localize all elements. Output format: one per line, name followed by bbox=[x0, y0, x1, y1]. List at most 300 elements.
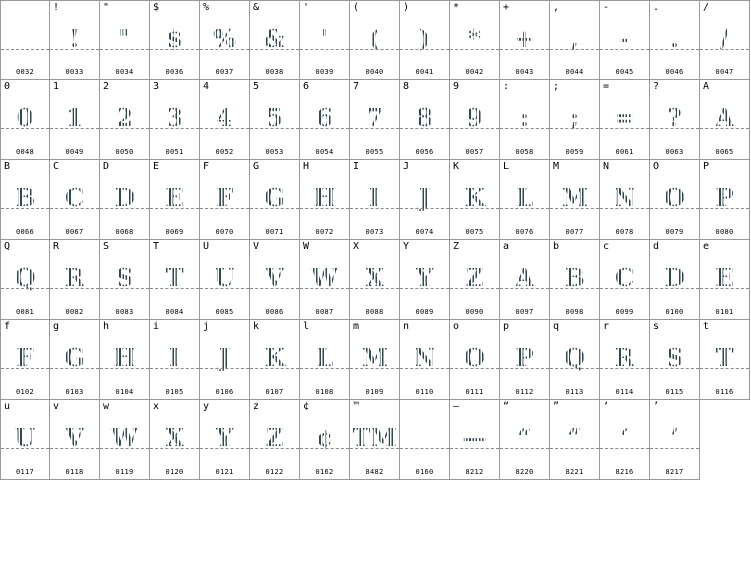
character-code: 0121 bbox=[215, 468, 234, 476]
glyph-sample: ' bbox=[300, 22, 349, 52]
character-code: 0100 bbox=[665, 308, 684, 316]
glyph-cell bbox=[600, 400, 650, 480]
glyph-sample: + bbox=[500, 22, 549, 52]
baseline-guide bbox=[50, 128, 99, 129]
character-code: 0113 bbox=[565, 388, 584, 396]
glyph-sample: 0 bbox=[1, 101, 49, 131]
character-label: 6 bbox=[303, 81, 310, 92]
glyph-sample: 6 bbox=[300, 101, 349, 131]
baseline-guide bbox=[450, 128, 499, 129]
character-code: 0117 bbox=[15, 468, 35, 476]
glyph-cell bbox=[650, 160, 700, 240]
glyph-sample: Z bbox=[250, 421, 299, 451]
character-label: j bbox=[203, 321, 210, 332]
character-label: * bbox=[453, 2, 460, 13]
glyph-sample: B bbox=[1, 181, 49, 211]
baseline-guide bbox=[250, 128, 299, 129]
character-code: 0067 bbox=[65, 228, 84, 236]
character-label: ‘ bbox=[603, 401, 610, 412]
baseline-guide bbox=[150, 448, 199, 449]
character-label: M bbox=[553, 161, 560, 172]
character-label: w bbox=[103, 401, 110, 412]
glyph-cell bbox=[50, 240, 100, 320]
character-label: H bbox=[303, 161, 310, 172]
glyph-cell bbox=[200, 240, 250, 320]
character-code: 0109 bbox=[365, 388, 384, 396]
glyph-sample: T bbox=[150, 261, 199, 291]
baseline-guide bbox=[300, 128, 349, 129]
glyph-sample: ) bbox=[400, 22, 449, 52]
glyph-sample: W bbox=[100, 421, 149, 451]
baseline-guide bbox=[700, 128, 749, 129]
glyph-sample: N bbox=[400, 341, 449, 371]
character-label: & bbox=[253, 2, 260, 13]
glyph-sample: I bbox=[350, 181, 399, 211]
glyph-sample: I bbox=[150, 341, 199, 371]
baseline-guide bbox=[150, 49, 199, 50]
glyph-cell bbox=[250, 80, 300, 160]
glyph-sample: M bbox=[550, 181, 599, 211]
character-code: 0106 bbox=[215, 388, 234, 396]
glyph-cell bbox=[100, 240, 150, 320]
glyph-sample: — bbox=[450, 421, 499, 451]
glyph-sample: 4 bbox=[200, 101, 249, 131]
glyph-sample: D bbox=[650, 261, 699, 291]
glyph-sample: P bbox=[500, 341, 549, 371]
baseline-guide bbox=[500, 128, 549, 129]
baseline-guide bbox=[450, 288, 499, 289]
character-code: 8220 bbox=[515, 468, 534, 476]
baseline-guide bbox=[50, 208, 99, 209]
baseline-guide bbox=[250, 208, 299, 209]
glyph-cell bbox=[100, 0, 150, 80]
character-code: 0102 bbox=[15, 388, 35, 396]
glyph-sample: X bbox=[150, 421, 199, 451]
character-code: 0104 bbox=[115, 388, 134, 396]
glyph-cell bbox=[250, 240, 300, 320]
glyph-cell bbox=[50, 80, 100, 160]
glyph-cell bbox=[650, 0, 700, 80]
baseline-guide bbox=[400, 448, 449, 449]
glyph-sample: % bbox=[200, 22, 249, 52]
character-label: V bbox=[253, 241, 260, 252]
glyph-cell bbox=[250, 320, 300, 400]
character-label: r bbox=[603, 321, 610, 332]
glyph-cell bbox=[700, 240, 750, 320]
glyph-cell bbox=[50, 0, 100, 80]
glyph-cell bbox=[600, 240, 650, 320]
glyph-sample: D bbox=[100, 181, 149, 211]
glyph-cell bbox=[400, 0, 450, 80]
baseline-guide bbox=[100, 208, 149, 209]
glyph-cell bbox=[100, 80, 150, 160]
baseline-guide bbox=[100, 448, 149, 449]
character-code: 0108 bbox=[315, 388, 334, 396]
character-label: ' bbox=[303, 2, 310, 13]
character-code: 0162 bbox=[315, 468, 334, 476]
baseline-guide bbox=[150, 128, 199, 129]
character-label: R bbox=[53, 241, 60, 252]
baseline-guide bbox=[700, 208, 749, 209]
glyph-cell bbox=[500, 0, 550, 80]
glyph-sample: . bbox=[650, 22, 699, 52]
character-code: 0047 bbox=[715, 68, 734, 76]
glyph-cell bbox=[150, 80, 200, 160]
character-code: 0057 bbox=[465, 148, 484, 156]
character-code: 0101 bbox=[715, 308, 734, 316]
character-code: 0098 bbox=[565, 308, 584, 316]
glyph-sample: J bbox=[200, 341, 249, 371]
character-label: / bbox=[703, 2, 710, 13]
glyph-cell bbox=[100, 320, 150, 400]
glyph-sample: L bbox=[500, 181, 549, 211]
character-label: f bbox=[4, 321, 11, 332]
glyph-cell bbox=[550, 400, 600, 480]
character-label: s bbox=[653, 321, 660, 332]
character-code: 0107 bbox=[265, 388, 284, 396]
baseline-guide bbox=[650, 368, 699, 369]
glyph-cell bbox=[650, 400, 700, 480]
glyph-sample: 2 bbox=[100, 101, 149, 131]
baseline-guide bbox=[400, 288, 449, 289]
baseline-guide bbox=[550, 128, 599, 129]
glyph-cell bbox=[250, 160, 300, 240]
baseline-guide bbox=[700, 49, 749, 50]
character-label: ; bbox=[553, 81, 560, 92]
glyph-cell bbox=[550, 80, 600, 160]
glyph-sample: 8 bbox=[400, 101, 449, 131]
glyph-cell bbox=[200, 80, 250, 160]
glyph-cell bbox=[0, 400, 50, 480]
glyph-sample: W bbox=[300, 261, 349, 291]
character-label: I bbox=[353, 161, 360, 172]
character-code: 0122 bbox=[265, 468, 284, 476]
character-label: 1 bbox=[53, 81, 60, 92]
character-label: — bbox=[453, 401, 460, 412]
character-code: 0043 bbox=[515, 68, 534, 76]
baseline-guide bbox=[100, 288, 149, 289]
character-code: 0089 bbox=[415, 308, 434, 316]
baseline-guide bbox=[650, 288, 699, 289]
glyph-cell bbox=[550, 320, 600, 400]
character-label: e bbox=[703, 241, 710, 252]
character-code: 0038 bbox=[265, 68, 284, 76]
glyph-sample: C bbox=[600, 261, 649, 291]
character-code: 0037 bbox=[215, 68, 234, 76]
character-label: 4 bbox=[203, 81, 210, 92]
character-label: - bbox=[603, 2, 610, 13]
baseline-guide bbox=[700, 368, 749, 369]
glyph-sample: K bbox=[450, 181, 499, 211]
character-label: + bbox=[503, 2, 510, 13]
glyph-cell bbox=[450, 0, 500, 80]
glyph-sample: 9 bbox=[450, 101, 499, 131]
character-label: Q bbox=[4, 241, 11, 252]
glyph-sample: U bbox=[1, 421, 49, 451]
baseline-guide bbox=[450, 208, 499, 209]
glyph-sample: R bbox=[600, 341, 649, 371]
glyph-sample: N bbox=[600, 181, 649, 211]
character-label: t bbox=[703, 321, 710, 332]
glyph-cell bbox=[550, 160, 600, 240]
character-code: 0083 bbox=[115, 308, 134, 316]
character-label: B bbox=[4, 161, 11, 172]
character-code: 0120 bbox=[165, 468, 184, 476]
glyph-sample: & bbox=[250, 22, 299, 52]
character-code: 0112 bbox=[515, 388, 534, 396]
character-code: 0063 bbox=[665, 148, 684, 156]
character-label: k bbox=[253, 321, 260, 332]
character-code: 0087 bbox=[315, 308, 334, 316]
character-code: 0052 bbox=[215, 148, 234, 156]
baseline-guide bbox=[600, 368, 649, 369]
character-label: Z bbox=[453, 241, 460, 252]
character-label: 0 bbox=[4, 81, 11, 92]
baseline-guide bbox=[650, 448, 699, 449]
character-label: v bbox=[53, 401, 60, 412]
character-code: 0048 bbox=[15, 148, 35, 156]
character-label: ” bbox=[553, 401, 560, 412]
baseline-guide bbox=[300, 448, 349, 449]
character-code: 0076 bbox=[515, 228, 534, 236]
glyph-sample: ( bbox=[350, 22, 399, 52]
glyph-cell bbox=[50, 400, 100, 480]
glyph-cell bbox=[100, 400, 150, 480]
glyph-cell bbox=[700, 0, 750, 80]
baseline-guide bbox=[550, 288, 599, 289]
glyph-cell bbox=[50, 160, 100, 240]
baseline-guide bbox=[650, 128, 699, 129]
glyph-cell bbox=[200, 0, 250, 80]
character-label: : bbox=[503, 81, 510, 92]
glyph-sample: " bbox=[100, 22, 149, 52]
glyph-cell bbox=[150, 240, 200, 320]
baseline-guide bbox=[300, 49, 349, 50]
glyph-cell bbox=[150, 0, 200, 80]
glyph-sample: H bbox=[100, 341, 149, 371]
glyph-cell bbox=[350, 160, 400, 240]
character-label: A bbox=[703, 81, 710, 92]
baseline-guide bbox=[150, 368, 199, 369]
glyph-sample: B bbox=[550, 261, 599, 291]
character-label: ¢ bbox=[303, 401, 310, 412]
glyph-cell bbox=[0, 80, 50, 160]
character-code: 0099 bbox=[615, 308, 634, 316]
baseline-guide bbox=[50, 448, 99, 449]
glyph-cell bbox=[450, 80, 500, 160]
baseline-guide bbox=[500, 49, 549, 50]
baseline-guide bbox=[700, 288, 749, 289]
baseline-guide bbox=[650, 208, 699, 209]
character-label: U bbox=[203, 241, 210, 252]
glyph-sample: G bbox=[50, 341, 99, 371]
glyph-sample: ? bbox=[650, 101, 699, 131]
baseline-guide bbox=[300, 288, 349, 289]
glyph-sample: 1 bbox=[50, 101, 99, 131]
character-label: “ bbox=[503, 401, 510, 412]
character-code: 0036 bbox=[165, 68, 184, 76]
glyph-cell bbox=[400, 240, 450, 320]
character-code: 0079 bbox=[665, 228, 684, 236]
character-label: , bbox=[553, 2, 560, 13]
character-label: c bbox=[603, 241, 610, 252]
character-label: h bbox=[103, 321, 110, 332]
glyph-cell bbox=[400, 400, 450, 480]
character-code: 0071 bbox=[265, 228, 284, 236]
character-label: 9 bbox=[453, 81, 460, 92]
glyph-sample: 5 bbox=[250, 101, 299, 131]
character-code: 0058 bbox=[515, 148, 534, 156]
glyph-sample: Q bbox=[550, 341, 599, 371]
character-code: 0116 bbox=[715, 388, 734, 396]
baseline-guide bbox=[350, 49, 399, 50]
baseline-guide bbox=[550, 208, 599, 209]
baseline-guide bbox=[250, 368, 299, 369]
glyph-cell bbox=[300, 0, 350, 80]
character-code: 0034 bbox=[115, 68, 134, 76]
character-label: a bbox=[503, 241, 510, 252]
character-code: 0039 bbox=[315, 68, 334, 76]
glyph-sample: C bbox=[50, 181, 99, 211]
glyph-cell bbox=[400, 80, 450, 160]
glyph-sample: F bbox=[1, 341, 49, 371]
glyph-cell bbox=[0, 0, 50, 80]
character-label: x bbox=[153, 401, 160, 412]
character-label: N bbox=[603, 161, 610, 172]
baseline-guide bbox=[600, 128, 649, 129]
character-label: ! bbox=[53, 2, 60, 13]
character-code: 0103 bbox=[65, 388, 84, 396]
glyph-cell bbox=[450, 160, 500, 240]
baseline-guide bbox=[350, 128, 399, 129]
character-label: ™ bbox=[353, 401, 360, 412]
glyph-cell bbox=[150, 160, 200, 240]
glyph-cell bbox=[550, 0, 600, 80]
glyph-sample: P bbox=[700, 181, 749, 211]
character-label: z bbox=[253, 401, 260, 412]
glyph-cell bbox=[500, 400, 550, 480]
glyph-cell bbox=[0, 160, 50, 240]
baseline-guide bbox=[500, 448, 549, 449]
baseline-guide bbox=[350, 368, 399, 369]
glyph-cell bbox=[650, 320, 700, 400]
character-code: 0085 bbox=[215, 308, 234, 316]
character-code: 0115 bbox=[665, 388, 684, 396]
character-label: L bbox=[503, 161, 510, 172]
character-code: 0105 bbox=[165, 388, 184, 396]
character-code: 0044 bbox=[565, 68, 584, 76]
character-code: 8221 bbox=[565, 468, 584, 476]
glyph-sample bbox=[1, 22, 49, 52]
baseline-guide bbox=[600, 49, 649, 50]
character-code: 0074 bbox=[415, 228, 434, 236]
glyph-sample: TM bbox=[350, 421, 399, 451]
character-code: 0061 bbox=[615, 148, 634, 156]
character-code: 0041 bbox=[415, 68, 434, 76]
glyph-cell bbox=[200, 160, 250, 240]
glyph-sample: G bbox=[250, 181, 299, 211]
character-label: O bbox=[653, 161, 660, 172]
glyph-sample: “ bbox=[500, 421, 549, 451]
glyph-sample: 7 bbox=[350, 101, 399, 131]
character-code: 0050 bbox=[115, 148, 134, 156]
baseline-guide bbox=[500, 368, 549, 369]
character-label: ( bbox=[353, 2, 360, 13]
baseline-guide bbox=[500, 208, 549, 209]
character-code: 0072 bbox=[315, 228, 334, 236]
character-code: 0055 bbox=[365, 148, 384, 156]
baseline-guide bbox=[150, 288, 199, 289]
baseline-guide bbox=[150, 208, 199, 209]
character-label: T bbox=[153, 241, 160, 252]
character-code: 0073 bbox=[365, 228, 384, 236]
glyph-sample bbox=[400, 421, 449, 451]
character-code: 0065 bbox=[715, 148, 734, 156]
character-code: 0090 bbox=[465, 308, 484, 316]
character-code: 0069 bbox=[165, 228, 184, 236]
glyph-cell bbox=[50, 320, 100, 400]
glyph-cell bbox=[200, 400, 250, 480]
character-code: 0051 bbox=[165, 148, 184, 156]
character-code: 0046 bbox=[665, 68, 684, 76]
baseline-guide bbox=[250, 49, 299, 50]
character-code: 0081 bbox=[15, 308, 35, 316]
character-label: J bbox=[403, 161, 410, 172]
glyph-sample: - bbox=[600, 22, 649, 52]
character-code: 0056 bbox=[415, 148, 434, 156]
glyph-sample: $ bbox=[150, 22, 199, 52]
glyph-cell bbox=[450, 240, 500, 320]
glyph-sample: ; bbox=[550, 101, 599, 131]
character-label: g bbox=[53, 321, 60, 332]
glyph-sample: 3 bbox=[150, 101, 199, 131]
character-label: D bbox=[103, 161, 110, 172]
glyph-cell bbox=[600, 80, 650, 160]
glyph-sample: = bbox=[600, 101, 649, 131]
glyph-sample: ‘ bbox=[600, 421, 649, 451]
baseline-guide bbox=[1, 448, 49, 449]
baseline-guide bbox=[550, 448, 599, 449]
character-label: d bbox=[653, 241, 660, 252]
glyph-sample: M bbox=[350, 341, 399, 371]
character-label: C bbox=[53, 161, 60, 172]
glyph-cell bbox=[0, 240, 50, 320]
glyph-sample: ’ bbox=[650, 421, 699, 451]
baseline-guide bbox=[100, 49, 149, 50]
glyph-sample: : bbox=[500, 101, 549, 131]
character-label: p bbox=[503, 321, 510, 332]
glyph-cell bbox=[400, 160, 450, 240]
baseline-guide bbox=[200, 128, 249, 129]
glyph-cell bbox=[350, 400, 400, 480]
glyph-sample: ! bbox=[50, 22, 99, 52]
baseline-guide bbox=[450, 448, 499, 449]
character-label: F bbox=[203, 161, 210, 172]
glyph-sample: O bbox=[450, 341, 499, 371]
character-code: 0114 bbox=[615, 388, 634, 396]
character-label: y bbox=[203, 401, 210, 412]
character-label: = bbox=[603, 81, 610, 92]
character-label: " bbox=[103, 2, 110, 13]
glyph-sample: S bbox=[100, 261, 149, 291]
glyph-sample: Q bbox=[1, 261, 49, 291]
character-code: 0078 bbox=[615, 228, 634, 236]
character-label: i bbox=[153, 321, 160, 332]
baseline-guide bbox=[200, 368, 249, 369]
baseline-guide bbox=[1, 208, 49, 209]
character-code: 8482 bbox=[365, 468, 384, 476]
baseline-guide bbox=[600, 448, 649, 449]
